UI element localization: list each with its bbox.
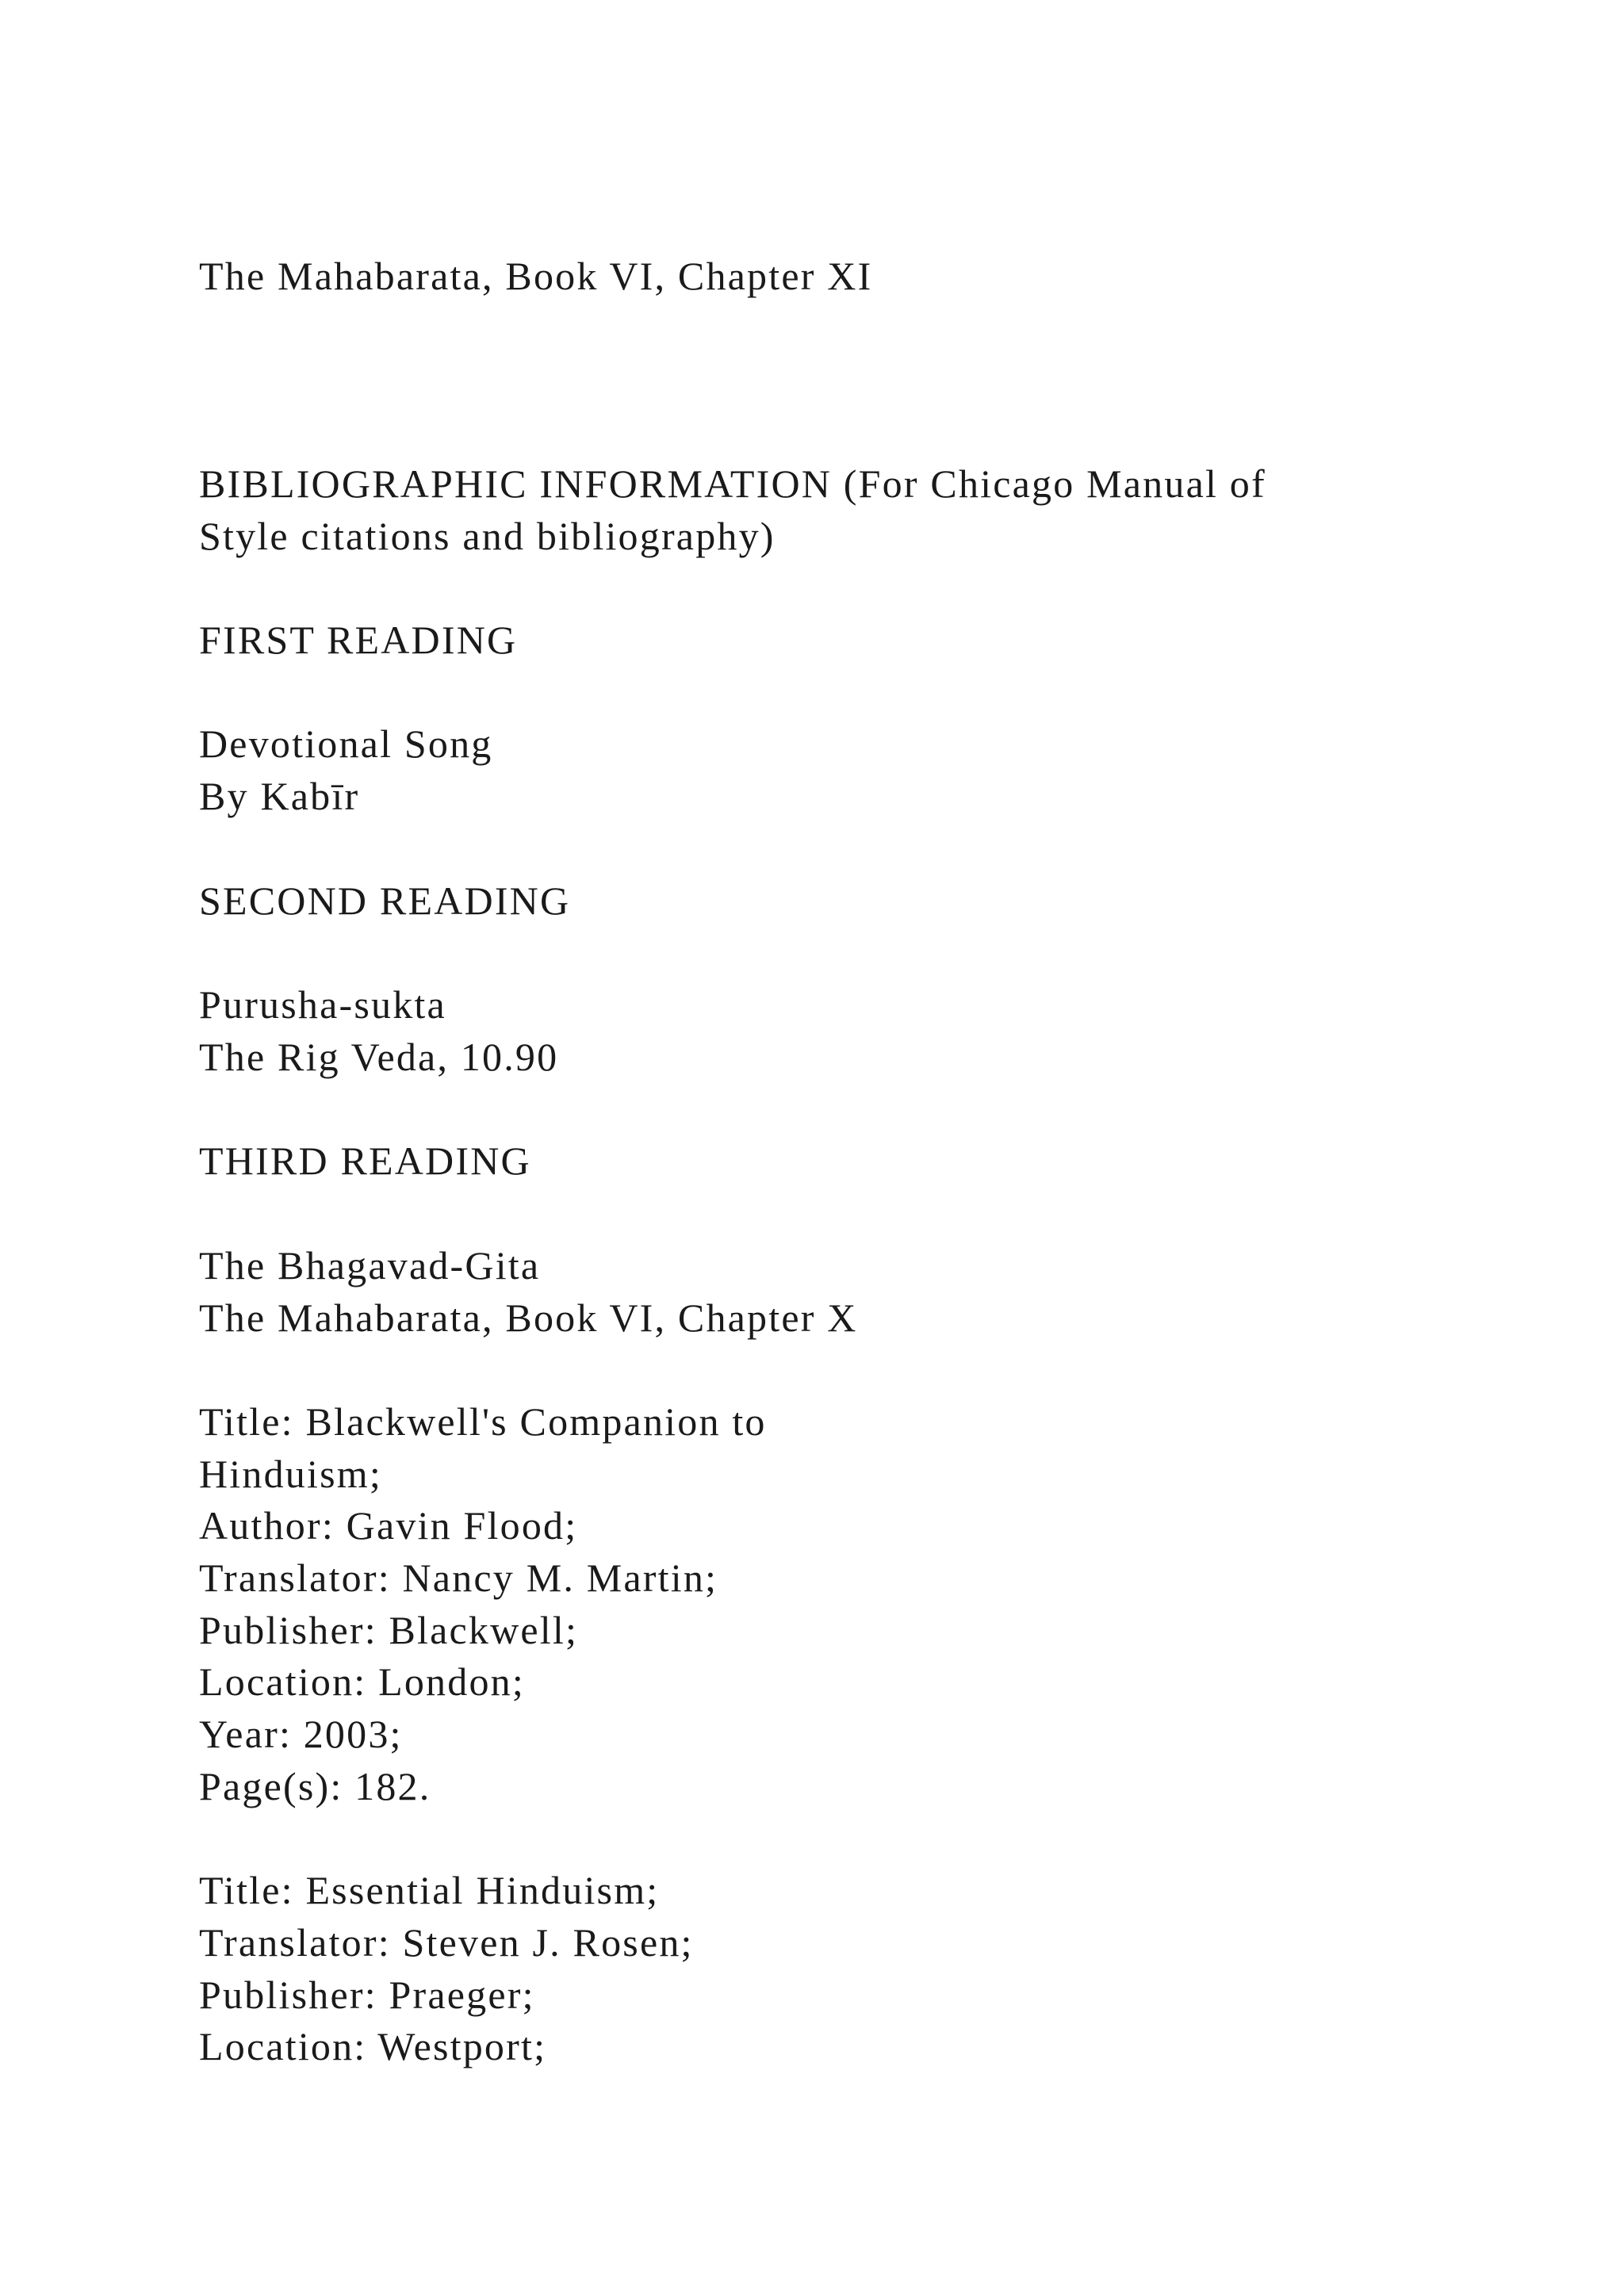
citation-2-location: Location: Westport; — [199, 2024, 547, 2068]
second-reading-source: The Rig Veda, 10.90 — [199, 1035, 559, 1079]
second-reading-heading: SECOND READING — [199, 878, 571, 923]
first-reading-title: Devotional Song — [199, 721, 493, 766]
first-reading-author: By Kabīr — [199, 774, 360, 818]
third-reading-heading: THIRD READING — [199, 1138, 531, 1183]
second-reading-title: Purusha-sukta — [199, 982, 446, 1027]
citation-2-title: Title: Essential Hinduism; — [199, 1868, 660, 1912]
citation-2-publisher: Publisher: Praeger; — [199, 1973, 535, 2017]
third-reading-title: The Bhagavad-Gita — [199, 1243, 541, 1288]
third-reading-source: The Mahabarata, Book VI, Chapter X — [199, 1295, 858, 1340]
citation-2-translator: Translator: Steven J. Rosen; — [199, 1920, 694, 1965]
citation-1-year: Year: 2003; — [199, 1712, 403, 1756]
bibliographic-heading-line-1: BIBLIOGRAPHIC INFORMATION (For Chicago Manual of — [199, 461, 1266, 506]
citation-1-translator: Translator: Nancy M. Martin; — [199, 1556, 718, 1600]
citation-1-title-line-1: Title: Blackwell's Companion to — [199, 1399, 767, 1444]
citation-1-title-line-2: Hinduism; — [199, 1452, 382, 1496]
header-line: The Mahabarata, Book VI, Chapter XI — [199, 254, 873, 298]
first-reading-heading: FIRST READING — [199, 618, 518, 662]
citation-1-publisher: Publisher: Blackwell; — [199, 1608, 579, 1652]
citation-1-location: Location: London; — [199, 1659, 525, 1704]
citation-1-pages: Page(s): 182. — [199, 1764, 431, 1808]
citation-1-author: Author: Gavin Flood; — [199, 1503, 578, 1548]
bibliographic-heading-line-2: Style citations and bibliography) — [199, 514, 776, 558]
